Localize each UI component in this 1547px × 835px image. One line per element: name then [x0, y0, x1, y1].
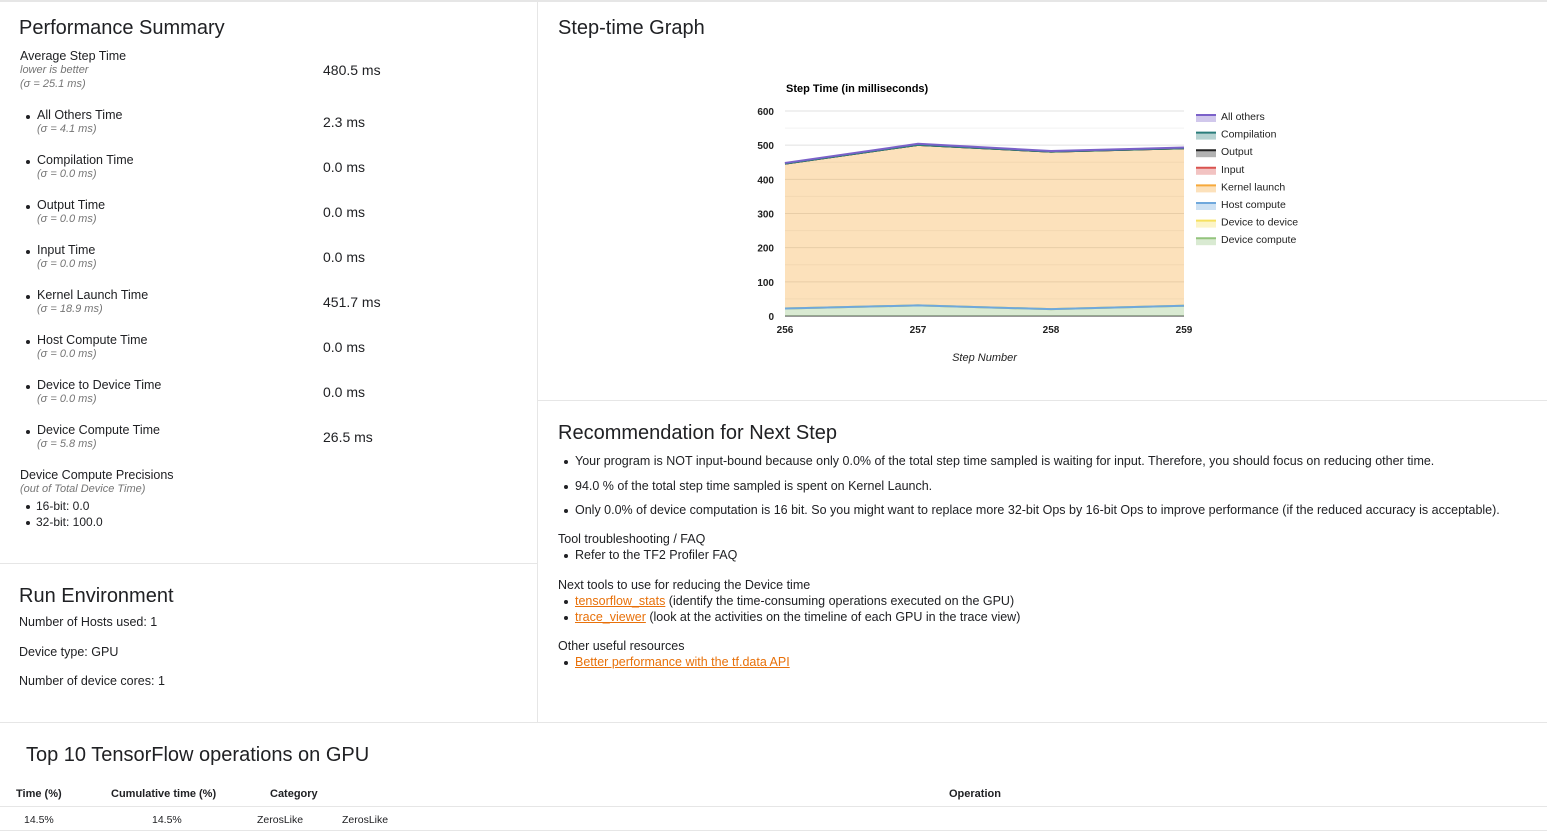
bullet-icon: [564, 554, 568, 558]
avg-step-hint: lower is better: [20, 64, 89, 76]
chart-title: Step Time (in milliseconds): [786, 83, 929, 95]
tensorflow-stats-desc: (identify the time-consuming operations executed on the GPU): [665, 594, 1015, 608]
device-to-device-time-value: 0.0 ms: [323, 384, 366, 400]
legend-swatch-output: [1196, 150, 1216, 157]
input-time-sigma: (σ = 0.0 ms): [37, 258, 97, 270]
device-type: Device type: GPU: [19, 645, 119, 659]
device-compute-time-sigma: (σ = 5.8 ms): [37, 438, 97, 450]
bullet-icon: [26, 115, 30, 119]
host-compute-time-sigma: (σ = 0.0 ms): [37, 348, 97, 360]
bullet-icon: [564, 616, 568, 620]
bullet-icon: [564, 509, 568, 513]
top-ops-title: Top 10 TensorFlow operations on GPU: [26, 744, 370, 766]
other-resource-item: [575, 655, 790, 669]
tool-item-tensorflow-stats: [575, 594, 1014, 608]
all-others-time-value: 2.3 ms: [323, 114, 366, 130]
other-resources-title: Other useful resources: [558, 639, 685, 653]
device-to-device-time-sigma: (σ = 0.0 ms): [37, 393, 97, 405]
bullet-icon: [564, 485, 568, 489]
area-kernel-launch: [785, 145, 1184, 309]
col-header-time[interactable]: Time (%): [16, 788, 62, 800]
trace-viewer-link[interactable]: trace_viewer: [575, 610, 646, 624]
col-header-operation[interactable]: Operation: [949, 788, 1001, 800]
bullet-icon: [564, 460, 568, 464]
y-tick-label: 400: [757, 175, 774, 187]
y-tick-label: 600: [757, 107, 774, 118]
y-tick-label: 100: [757, 277, 774, 289]
legend-swatch-device-compute: [1196, 238, 1216, 245]
table-header-divider: [0, 806, 1547, 807]
host-compute-time-value: 0.0 ms: [323, 339, 366, 355]
tf-data-performance-link[interactable]: Better performance with the tf.data API: [575, 655, 790, 669]
compilation-time-label: Compilation Time: [37, 153, 134, 167]
y-tick-label: 300: [757, 209, 774, 221]
bullet-icon: [564, 661, 568, 665]
cell-cumulative: 14.5%: [152, 814, 182, 826]
avg-step-sigma: (σ = 25.1 ms): [20, 78, 86, 90]
faq-item: Refer to the TF2 Profiler FAQ: [575, 548, 738, 562]
table-row-divider: [0, 830, 1547, 831]
output-time-value: 0.0 ms: [323, 204, 366, 220]
right-divider: [538, 400, 1547, 401]
bullet-icon: [26, 295, 30, 299]
bullet-icon: [26, 250, 30, 254]
recommendation-title: Recommendation for Next Step: [558, 422, 838, 444]
bullet-icon: [26, 160, 30, 164]
run-environment-title: Run Environment: [19, 585, 174, 607]
bullet-icon: [26, 205, 30, 209]
cell-category: ZerosLike: [257, 814, 304, 826]
y-tick-label: 0: [768, 312, 774, 323]
legend-label-all-others: All others: [1221, 111, 1265, 123]
legend-label-device-to-device: Device to device: [1221, 216, 1299, 229]
device-compute-time-value: 26.5 ms: [323, 429, 373, 445]
precisions-hint: (out of Total Device Time): [20, 483, 146, 495]
rec-bullet-1: Your program is NOT input-bound because only 0.0% of the total step time sampled is waiting for input. Therefore, you should focus on reducing other time.: [575, 454, 1435, 468]
cell-operation: ZerosLike: [342, 814, 389, 826]
step-time-chart: [740, 72, 1340, 372]
avg-step-label: Average Step Time: [20, 49, 127, 63]
top-border: [0, 0, 1547, 2]
device-cores: Number of device cores: 1: [19, 674, 165, 688]
tensorflow-stats-link[interactable]: tensorflow_stats: [575, 594, 666, 608]
device-compute-time-label: Device Compute Time: [37, 423, 160, 437]
x-tick-label: 259: [1175, 325, 1193, 336]
precision-32bit: 32-bit: 100.0: [36, 515, 103, 529]
bullet-icon: [564, 600, 568, 604]
host-compute-time-label: Host Compute Time: [37, 333, 148, 347]
all-others-time-label: All Others Time: [37, 108, 123, 122]
bullet-icon: [26, 340, 30, 344]
legend-label-device-compute: Device compute: [1221, 234, 1297, 247]
compilation-time-sigma: (σ = 0.0 ms): [37, 168, 97, 180]
bullet-icon: [26, 521, 30, 525]
bullet-icon: [26, 430, 30, 434]
legend-label-host-compute: Host compute: [1221, 199, 1286, 211]
device-to-device-time-label: Device to Device Time: [37, 378, 162, 392]
cell-time: 14.5%: [24, 814, 54, 826]
legend-swatch-device-to-device: [1196, 221, 1216, 228]
rec-bullet-2: 94.0 % of the total step time sampled is spent on Kernel Launch.: [575, 479, 933, 493]
trace-viewer-desc: (look at the activities on the timeline of each GPU in the trace view): [645, 610, 1021, 624]
output-time-label: Output Time: [37, 198, 106, 212]
legend-swatch-all-others: [1196, 115, 1216, 122]
col-header-category[interactable]: Category: [270, 788, 318, 800]
compilation-time-value: 0.0 ms: [323, 159, 366, 175]
bullet-icon: [26, 385, 30, 389]
step-time-graph-title: Step-time Graph: [558, 17, 705, 39]
next-tools-title: Next tools to use for reducing the Device time: [558, 578, 811, 592]
precisions-label: Device Compute Precisions: [20, 468, 174, 482]
x-tick-label: 257: [909, 325, 927, 336]
performance-summary-title: Performance Summary: [19, 17, 225, 39]
hosts-count: Number of Hosts used: 1: [19, 615, 158, 629]
legend-label-output: Output: [1221, 146, 1253, 159]
kernel-launch-time-value: 451.7 ms: [323, 294, 381, 310]
input-time-label: Input Time: [37, 243, 96, 257]
output-time-sigma: (σ = 0.0 ms): [37, 213, 97, 225]
column-divider: [537, 2, 538, 722]
rec-bullet-3: Only 0.0% of device computation is 16 bit. So you might want to replace more 32-bit Ops by 16-bit Ops to improve performance (if the reduced accuracy is acceptable).: [575, 503, 1500, 517]
legend-label-kernel-launch: Kernel launch: [1221, 181, 1286, 194]
legend-swatch-compilation: [1196, 133, 1216, 140]
avg-step-value: 480.5 ms: [323, 62, 381, 78]
bottom-divider: [0, 722, 1547, 723]
tool-item-trace-viewer: [575, 610, 1020, 624]
left-divider: [0, 563, 537, 564]
legend-swatch-host-compute: [1196, 203, 1216, 210]
all-others-time-sigma: (σ = 4.1 ms): [37, 123, 97, 135]
precision-16bit: 16-bit: 0.0: [36, 499, 90, 513]
kernel-launch-time-sigma: (σ = 18.9 ms): [37, 303, 103, 315]
col-header-cumulative[interactable]: Cumulative time (%): [111, 788, 217, 800]
y-tick-label: 500: [757, 141, 774, 153]
x-tick-label: 256: [776, 325, 794, 336]
legend-label-compilation: Compilation: [1221, 128, 1277, 141]
input-time-value: 0.0 ms: [323, 249, 366, 265]
x-tick-label: 258: [1042, 325, 1060, 336]
legend-swatch-input: [1196, 168, 1216, 175]
kernel-launch-time-label: Kernel Launch Time: [37, 288, 149, 302]
legend-swatch-kernel-launch: [1196, 185, 1216, 192]
y-tick-label: 200: [757, 243, 774, 255]
faq-title: Tool troubleshooting / FAQ: [558, 532, 706, 546]
bullet-icon: [26, 505, 30, 509]
legend-label-input: Input: [1221, 163, 1245, 176]
x-axis-label: Step Number: [952, 352, 1017, 364]
